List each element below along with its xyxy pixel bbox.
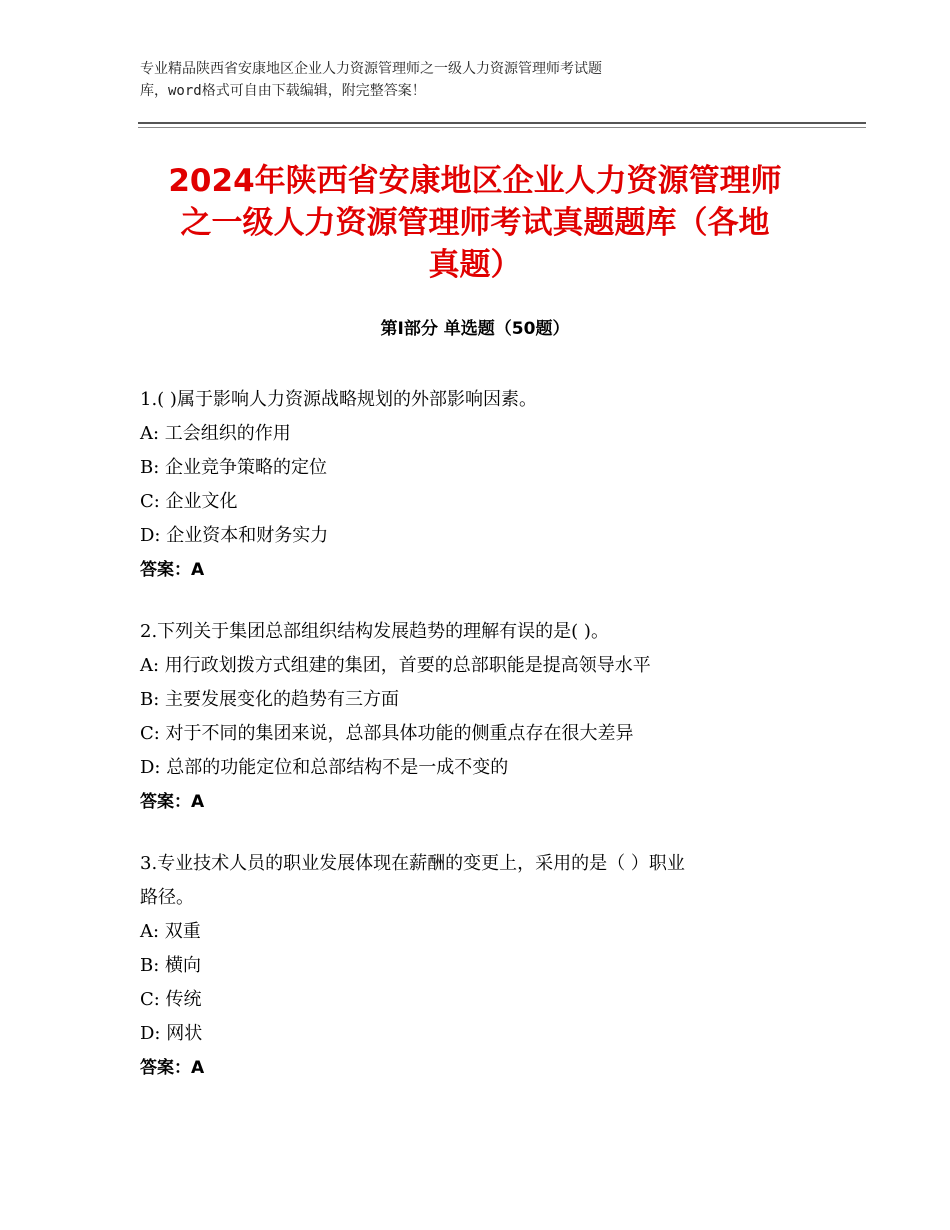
header-note-line-2: 库，word格式可自由下载编辑，附完整答案！	[140, 83, 426, 99]
question-2-option-c: C: 对于不同的集团来说，总部具体功能的侧重点存在很大差异	[140, 723, 634, 744]
question-2-option-b: B: 主要发展变化的趋势有三方面	[140, 689, 400, 710]
question-stem-line: 1.( )属于影响人力资源战略规划的外部影响因素。	[140, 389, 537, 410]
question-1-answer: 答案：A	[140, 560, 205, 580]
question-2	[140, 615, 820, 819]
question-stem-line: 2.下列关于集团总部组织结构发展趋势的理解有误的是( )。	[140, 621, 609, 642]
question-3-option-d: D: 网状	[140, 1023, 203, 1044]
question-3-answer: 答案：A	[140, 1058, 205, 1078]
question-1	[140, 383, 820, 587]
question-stem-line: 3.专业技术人员的职业发展体现在薪酬的变更上，采用的是（ ）职业	[140, 853, 685, 874]
question-1-option-a: A: 工会组织的作用	[140, 423, 291, 444]
question-3	[140, 847, 820, 1085]
question-1-stem	[140, 383, 820, 417]
question-1-option-c: C: 企业文化	[140, 491, 238, 512]
question-2-stem	[140, 615, 820, 649]
document-title-line-3: 真题）	[428, 247, 522, 283]
question-1-option-d: D: 企业资本和财务实力	[140, 525, 329, 546]
header-note-line-1: 专业精品陕西省安康地区企业人力资源管理师之一级人力资源管理师考试题	[140, 61, 602, 77]
question-list	[140, 383, 820, 1113]
question-3-option-c: C: 传统	[140, 989, 202, 1010]
question-3-stem	[140, 847, 820, 915]
document-title	[120, 160, 830, 286]
question-3-option-b: B: 横向	[140, 955, 202, 976]
question-1-option-b: B: 企业竞争策略的定位	[140, 457, 328, 478]
header-divider-thin	[138, 127, 866, 128]
question-2-option-d: D: 总部的功能定位和总部结构不是一成不变的	[140, 757, 509, 778]
document-title-line-2: 之一级人力资源管理师考试真题题库（各地	[180, 205, 770, 241]
section-heading: 第Ⅰ部分 单选题（50题）	[380, 319, 570, 339]
document-title-line-1: 2024年陕西省安康地区企业人力资源管理师	[168, 163, 782, 199]
question-stem-line: 路径。	[140, 887, 194, 908]
question-2-option-a: A: 用行政划拨方式组建的集团，首要的总部职能是提高领导水平	[140, 655, 651, 676]
question-2-answer: 答案：A	[140, 792, 205, 812]
header-note	[140, 58, 820, 102]
question-3-option-a: A: 双重	[140, 921, 201, 942]
header-divider-thick	[138, 122, 866, 124]
